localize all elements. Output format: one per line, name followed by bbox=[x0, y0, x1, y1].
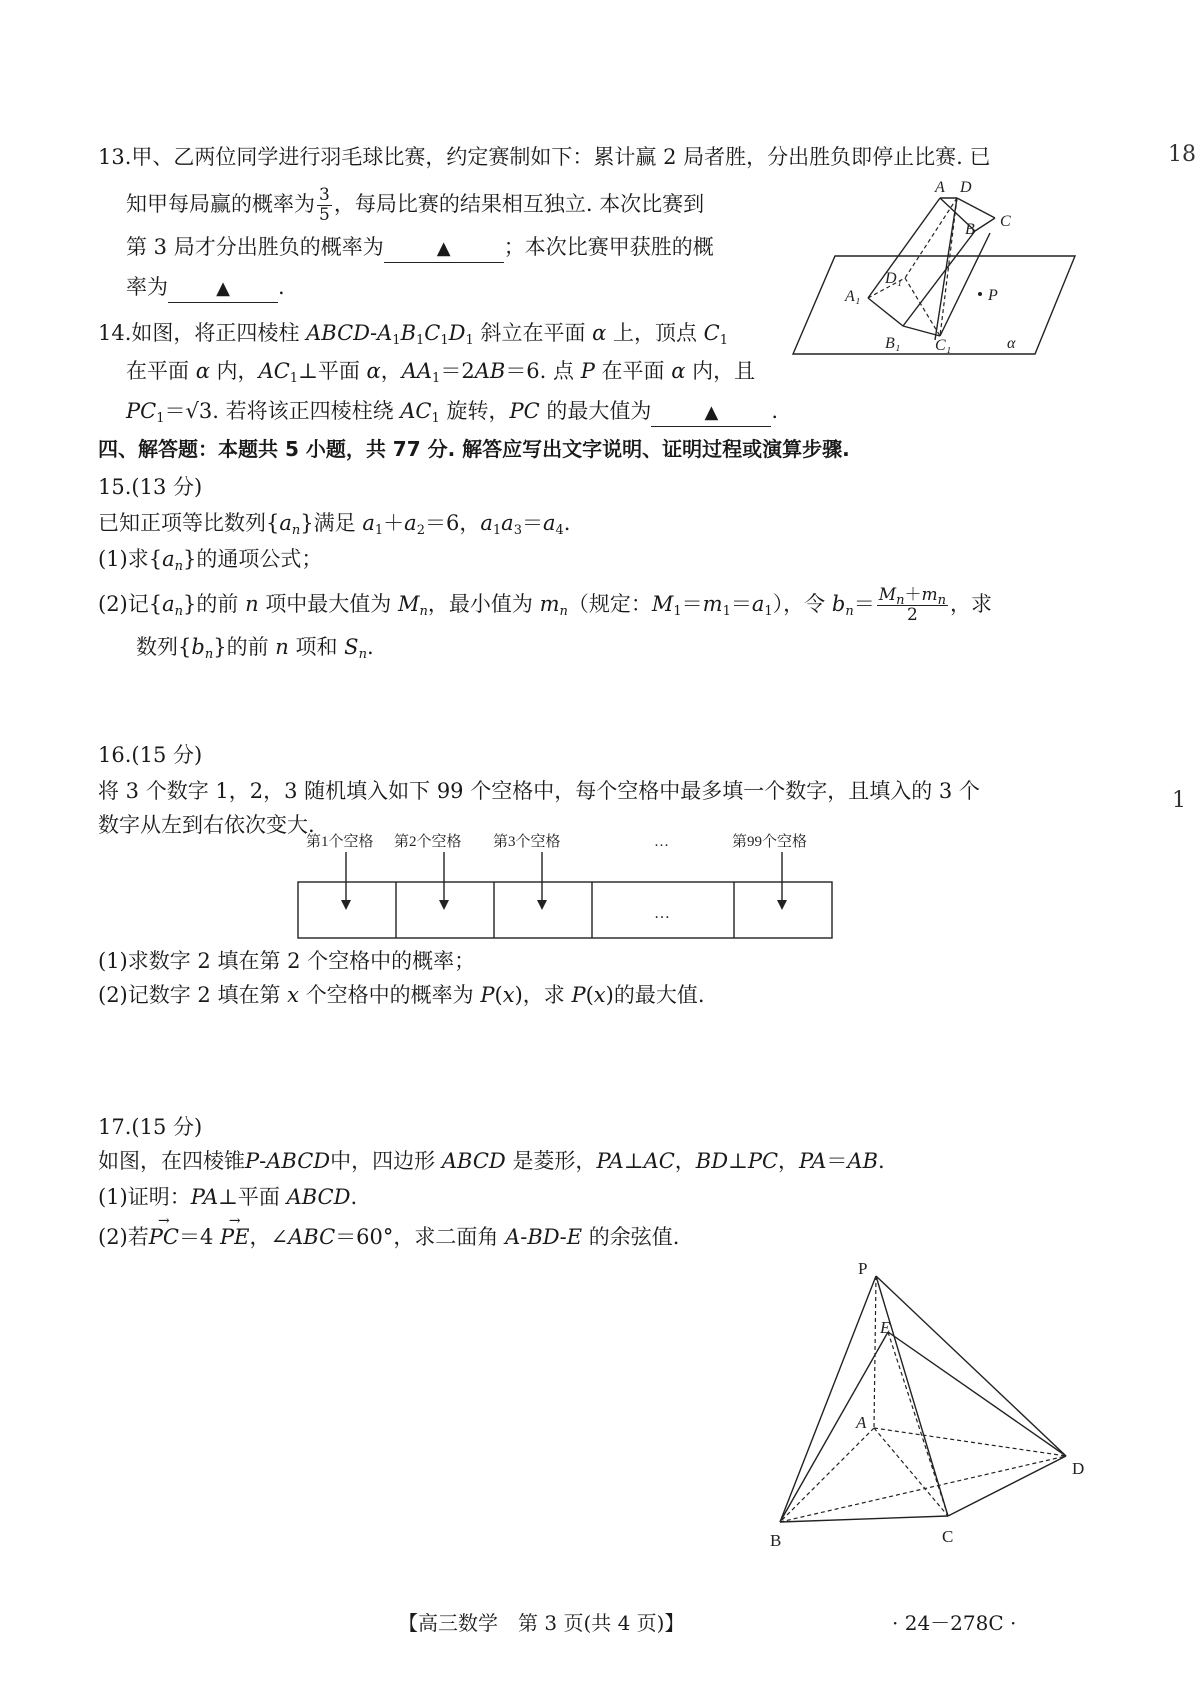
fig14-label-C: C bbox=[1000, 213, 1011, 230]
fig17-label-P: P bbox=[858, 1259, 868, 1278]
fig14-label-B1: B₁ bbox=[885, 335, 901, 352]
edge-mark-top: 18 bbox=[1168, 142, 1196, 167]
plane-alpha bbox=[793, 256, 1075, 354]
q13-fraction: $\frac{3}{5}$ bbox=[319, 185, 330, 225]
fig14-label-A: A bbox=[935, 179, 945, 196]
q13-line4: 率为 ▲ . bbox=[126, 272, 285, 303]
q15-part2-cont: 数列$\{b_n\}$的前 n 项和 $S_n$. bbox=[136, 635, 374, 662]
q15-bn-fraction: $\frac{M_n+m_n}{2}$ bbox=[878, 585, 946, 625]
cell-label-ellipsis: … bbox=[654, 834, 669, 850]
fig17-label-C: C bbox=[942, 1527, 954, 1546]
q14-number: 14. bbox=[98, 321, 132, 345]
q13-line1: 13.甲、乙两位同学进行羽毛球比赛，约定赛制如下：累计赢 2 局者胜，分出胜负即停止比赛. 已 bbox=[98, 145, 991, 169]
footer-code: · 24－278C · bbox=[892, 1611, 1017, 1635]
q15-part2: (2)记$\{a_n\}$的前 n 项中最大值为 $M_n$，最小值为 $m_n$（规定：$M_1=m_1=a_1$），令 $b_n=$ $\frac{M_n+m_n}{2}$ ，求 bbox=[98, 585, 992, 625]
cell-label-3: 第3个空格 bbox=[493, 834, 561, 850]
q17-part1: (1)证明：PA⊥平面 ABCD. bbox=[98, 1185, 358, 1209]
q14-line1: 14.如图，将正四棱柱 ABCD-$A_1B_1C_1D_1$ 斜立在平面 α 上，顶点 $C_1$ bbox=[98, 321, 729, 348]
fig14-label-P: P bbox=[988, 287, 998, 304]
fig17-label-B: B bbox=[770, 1531, 782, 1550]
q13-line3: 第 3 局才分出胜负的概率为 ▲ ；本次比赛甲获胜的概 bbox=[126, 232, 714, 263]
q13-answer-blank-1[interactable]: ▲ bbox=[384, 234, 504, 263]
cell-middle-ellipsis: … bbox=[654, 905, 670, 922]
fig17-label-A: A bbox=[856, 1413, 867, 1432]
q15-stem: 已知正项等比数列$\{a_n\}$满足 $a_1+a_2=6$，$a_1a_3=a_4$. bbox=[98, 511, 571, 538]
fig17-label-D: D bbox=[1072, 1459, 1085, 1478]
cell-label-1: 第1个空格 bbox=[306, 834, 374, 850]
section4-title: 四、解答题：本题共 5 小题，共 77 分. 解答应写出文字说明、证明过程或演算步骤. bbox=[98, 437, 850, 461]
q16-cells-figure bbox=[296, 826, 846, 942]
fig14-label-C1: C₁ bbox=[935, 337, 952, 354]
q16-stem-line1: 将 3 个数字 1，2，3 随机填入如下 99 个空格中，每个空格中最多填一个数字，且填入的 3 个 bbox=[98, 779, 980, 803]
q13-number: 13. bbox=[98, 145, 132, 169]
footer-page-info: 【高三数学 第 3 页(共 4 页)】 bbox=[398, 1611, 685, 1635]
cell-label-2: 第2个空格 bbox=[394, 834, 462, 850]
q17-pyramid-figure bbox=[760, 1256, 1100, 1556]
q16-stem-line2: 数字从左到右依次变大. bbox=[98, 813, 315, 837]
q16-part2: (2)记数字 2 填在第 x 个空格中的概率为 P(x)，求 P(x)的最大值. bbox=[98, 983, 705, 1007]
q16-part1: (1)求数字 2 填在第 2 个空格中的概率； bbox=[98, 949, 476, 973]
q14-answer-blank[interactable]: ▲ bbox=[651, 398, 771, 427]
fig14-label-A1: A₁ bbox=[845, 288, 861, 305]
fig14-label-D: D bbox=[960, 179, 972, 196]
fig14-label-D1: D₁ bbox=[885, 270, 903, 287]
edge-mark-middle: 1 bbox=[1172, 788, 1186, 813]
q13-answer-blank-2[interactable]: ▲ bbox=[168, 274, 278, 303]
q17-stem: 如图，在四棱锥P-ABCD中，四边形 ABCD 是菱形，PA⊥AC，BD⊥PC，PA＝AB. bbox=[98, 1149, 885, 1173]
cell-label-99: 第99个空格 bbox=[732, 834, 808, 850]
fig14-label-alpha: α bbox=[1007, 335, 1016, 352]
q16-header: 16.(15 分) bbox=[98, 743, 203, 767]
fig17-label-E: E bbox=[880, 1318, 891, 1337]
q13-line2: 知甲每局赢的概率为 $\frac{3}{5}$ ，每局比赛的结果相互独立. 本次比赛到 bbox=[126, 185, 705, 225]
q14-prism-figure bbox=[785, 176, 1085, 366]
q17-part2: (2)若→ PC＝4 → PE，∠ABC＝60°，求二面角 A-BD-E 的余弦值. bbox=[98, 1222, 679, 1252]
q17-header: 17.(15 分) bbox=[98, 1115, 203, 1139]
q14-line2: 在平面 α 内，$AC_1\perp$平面 α，$AA_1=2AB=6$. 点 P 在平面 α 内，且 bbox=[126, 359, 756, 386]
q15-part1: (1)求$\{a_n\}$的通项公式； bbox=[98, 547, 323, 574]
q14-line3: $PC_1=√3$. 若将该正四棱柱绕 $AC_1$ 旋转，PC 的最大值为 ▲ . bbox=[126, 399, 779, 426]
fig14-label-B: B bbox=[965, 221, 975, 238]
q15-header: 15.(13 分) bbox=[98, 475, 203, 499]
